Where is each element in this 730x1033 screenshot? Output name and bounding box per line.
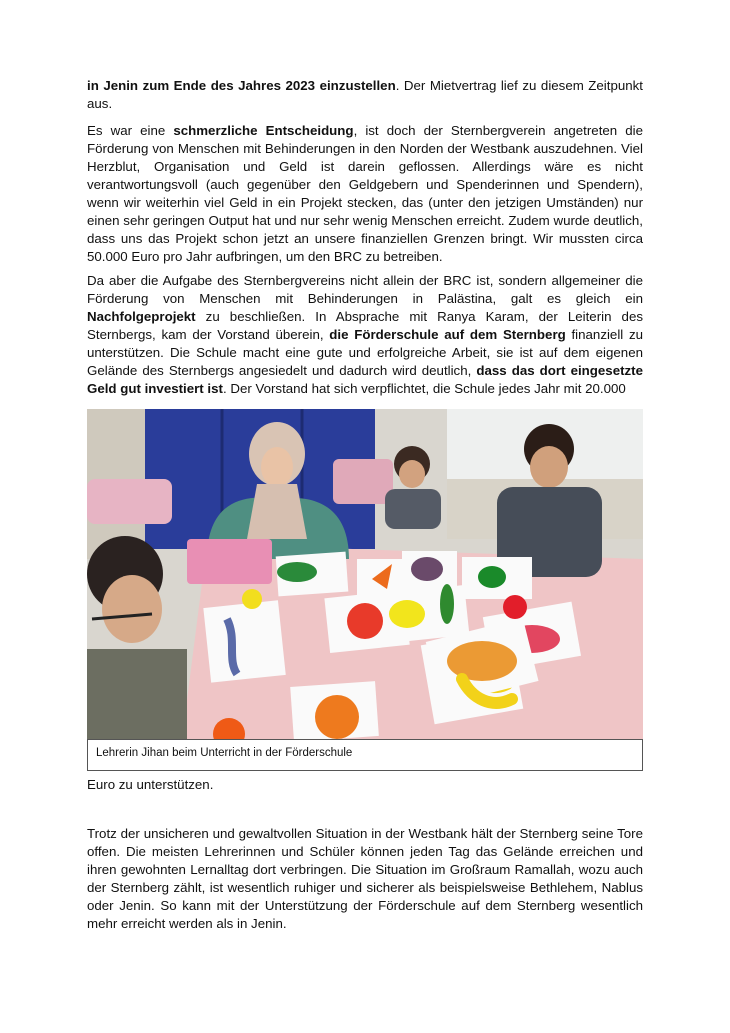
text: Da aber die Aufgabe des Sternbergvereins nicht allein der BRC ist, sondern allgemeiner die Förderung von Menschen mit Behinderungen in Palästina, galt es gleich ein — [87, 273, 643, 306]
paragraph-4: Euro zu unterstützen. — [87, 777, 214, 792]
paragraph-1 — [87, 77, 643, 113]
bold-text: dass das dort eingesetzte Geld gut investiert ist — [87, 363, 643, 396]
paragraph-2 — [87, 122, 643, 266]
classroom-photo — [87, 409, 643, 739]
bold-text: die Förderschule auf dem Sternberg — [329, 327, 566, 342]
caption-text: Lehrerin Jihan beim Unterricht in der Förderschule — [96, 747, 353, 759]
bold-text: schmerzliche Entscheidung — [173, 123, 354, 138]
bold-text: Nachfolgeprojekt — [87, 309, 196, 324]
text: . Der Mietvertrag lief zu diesem Zeitpunkt aus. — [87, 78, 643, 111]
text: finanziell zu unterstützen. Die Schule macht eine gute und erfolgreiche Arbeit, sie ist auf dem eigenen Gelände des Sternbergs angesiedelt und dadurch wird deutlich, — [87, 327, 643, 378]
photo-caption — [87, 739, 643, 771]
bold-text: in Jenin zum Ende des Jahres 2023 einzustellen — [87, 78, 396, 93]
text: Es war eine — [87, 123, 174, 138]
text: , ist doch der Sternbergverein angetreten die Förderung von Menschen mit Behinderungen in den Norden der Westbank auszudehnen. Viel Herzblut, Organisation und Geld ist darein geflossen. Allerdings wäre es nicht verantwortungsvoll (auch gegenüber den Geldgebern und Spenderinnen und Spendern), wenn wir weiterhin viel Geld in ein Projekt stecken, das (unter den jetzigen Umständen) nur einen sehr geringen Output hat und nur sehr wenig Menschen erreicht. Zudem wurde deutlich, dass uns das Projekt schon jetzt an unsere finanziellen Grenzen bringt. Wir mussten circa 50.000 Euro pro Jahr aufbringen, um den BRC zu betreiben. — [87, 123, 643, 264]
paragraph-3 — [87, 272, 643, 398]
paragraph-5: Trotz der unsicheren und gewaltvollen Situation in der Westbank hält der Sternberg seine Tore offen. Die meisten Lehrerinnen und Schüler können jeden Tag das Gelände erreichen und ihren gewohnten Lernalltag dort verbringen. Die Situation im Großraum Ramallah, wozu auch der Sternberg zählt, ist wesentlich ruhiger und sicherer als beispielsweise Bethlehem, Nablus oder Jenin. So kann mit der Unterstützung der Förderschule auf dem Sternberg wesentlich mehr erreicht werden als in Jenin. — [87, 826, 643, 931]
text: zu beschließen. In Absprache mit Ranya Karam, der Leiterin des Sternbergs, kam der Vorstand überein, — [87, 309, 643, 342]
text: . Der Vorstand hat sich verpflichtet, die Schule jedes Jahr mit 20.000 — [222, 381, 626, 396]
